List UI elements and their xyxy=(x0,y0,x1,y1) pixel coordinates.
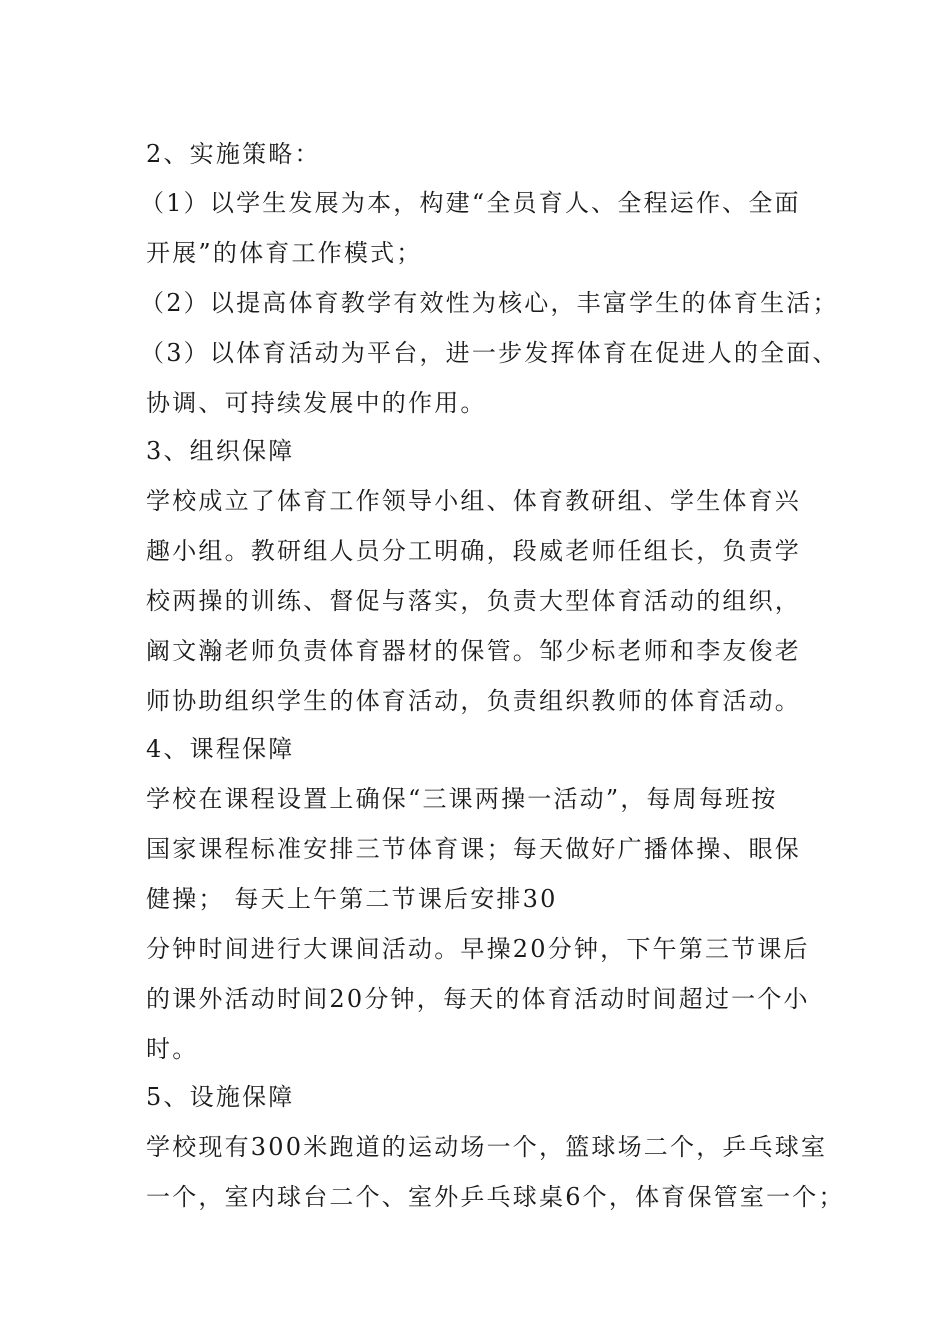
paragraph-line: 时。 xyxy=(146,1035,199,1063)
section-heading-facilities: 5、设施保障 xyxy=(146,1083,295,1111)
paragraph-line: 健操； 每天上午第二节课后安排30 xyxy=(146,885,558,913)
paragraph-line: 学校在课程设置上确保“三课两操一活动”，每周每班按 xyxy=(146,785,778,813)
paragraph-line: 师协助组织学生的体育活动，负责组织教师的体育活动。 xyxy=(146,687,801,715)
paragraph-line: 国家课程标准安排三节体育课；每天做好广播体操、眼保 xyxy=(146,835,801,863)
paragraph-line: （2）以提高体育教学有效性为核心，丰富学生的体育生活； xyxy=(140,289,839,317)
paragraph-line: 一个，室内球台二个、室外乒乓球桌6个，体育保管室一个； xyxy=(146,1183,845,1211)
section-heading-organization: 3、组织保障 xyxy=(146,437,295,465)
paragraph-line: 趣小组。教研组人员分工明确，段威老师任组长，负责学 xyxy=(146,537,801,565)
paragraph-line: 协调、可持续发展中的作用。 xyxy=(146,389,487,417)
paragraph-line: 阚文瀚老师负责体育器材的保管。邹少标老师和李友俊老 xyxy=(146,637,801,665)
paragraph-line: 学校成立了体育工作领导小组、体育教研组、学生体育兴 xyxy=(146,487,801,515)
paragraph-line: （3）以体育活动为平台，进一步发挥体育在促进人的全面、 xyxy=(140,339,839,367)
section-heading-curriculum: 4、课程保障 xyxy=(146,735,295,763)
paragraph-line: 的课外活动时间20分钟，每天的体育活动时间超过一个小 xyxy=(146,985,810,1013)
section-heading-strategy: 2、实施策略： xyxy=(146,140,321,168)
paragraph-line: （1）以学生发展为本，构建“全员育人、全程运作、全面 xyxy=(140,189,801,217)
paragraph-line: 学校现有300米跑道的运动场一个，篮球场二个，乒乓球室 xyxy=(146,1133,828,1161)
paragraph-line: 分钟时间进行大课间活动。早操20分钟，下午第三节课后 xyxy=(146,935,810,963)
paragraph-line: 开展”的体育工作模式； xyxy=(146,239,423,267)
paragraph-line: 校两操的训练、督促与落实，负责大型体育活动的组织， xyxy=(146,587,801,615)
